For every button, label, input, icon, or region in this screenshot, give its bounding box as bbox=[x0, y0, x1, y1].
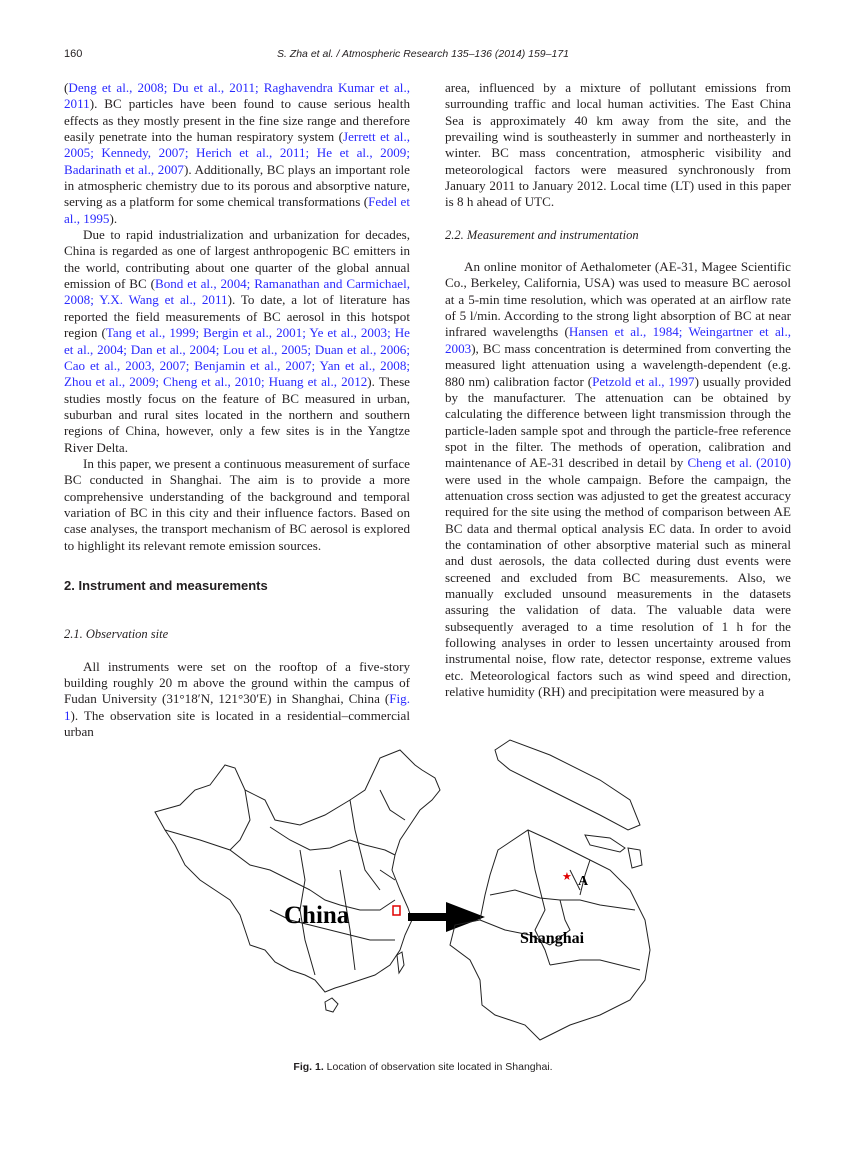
paragraph bbox=[64, 659, 410, 741]
shanghai-label: Shanghai bbox=[520, 930, 585, 947]
paragraph-text: ), BC mass concentration is determined from converting the measured light attenuation using a wavelength-dependent (e.g. 880 nm) calibration factor ( bbox=[445, 340, 791, 389]
paragraph-text: ). The observation site is located in a residential–commercial urban bbox=[64, 707, 410, 740]
left-column bbox=[64, 80, 410, 740]
citation-link[interactable]: Cheng et al. (2010) bbox=[687, 455, 792, 471]
right-column bbox=[445, 80, 791, 700]
paragraph bbox=[445, 80, 791, 211]
paragraph-text: In this paper, we present a continuous measurement of surface BC conducted in Shanghai. The aim is to provide a more comprehensive understanding of the background and temporal variation of BC in this city and their influence factors. Based on case analyses, the transport mechanism of BC aerosol is explored to highlight its relevant remote emission sources. bbox=[64, 455, 410, 553]
china-map bbox=[155, 750, 440, 1012]
figure-caption-label: Fig. 1. bbox=[293, 1061, 324, 1073]
paragraph-text: ). Additionally, BC plays an important role in atmospheric chemistry due to its porous and absorptive nature, serving as a platform for some chemical transformations ( bbox=[64, 161, 410, 210]
subsection-heading: 2.1. Observation site bbox=[64, 627, 169, 642]
paragraph-text: ). bbox=[109, 210, 118, 226]
paragraph bbox=[64, 227, 410, 456]
paragraph-text: Due to rapid industrialization and urbanization for decades, China is regarded as one of largest anthropogenic BC emitters in the world, contributing about one quarter of the global annual emission of BC ( bbox=[64, 227, 410, 292]
page-number: 160 bbox=[64, 48, 83, 60]
site-region-marker bbox=[393, 906, 400, 915]
figure-caption-text: Location of observation site located in Shanghai. bbox=[323, 1061, 553, 1073]
paragraph-text: ). To date, a lot of literature has reported the field measurements of BC aerosol in this hotspot region ( bbox=[64, 292, 410, 341]
paragraph-text: ) usually provided by the manufacturer. The attenuation can be obtained by calculating the difference between light transmission through the particle-laden sample spot and through the particle-free reference spot in the filter. The methods of operation, calibration and maintenance of AE-31 described in detail by bbox=[445, 373, 792, 471]
arrow-icon bbox=[408, 902, 485, 932]
subsection-heading: 2.2. Measurement and instrumentation bbox=[445, 227, 639, 242]
china-label: China bbox=[284, 902, 350, 929]
citation-link[interactable]: Deng et al., 2008; Du et al., 2011; Raghavendra Kumar et al., 2011 bbox=[64, 80, 410, 112]
paragraph bbox=[445, 259, 791, 700]
paragraph-text: ( bbox=[64, 80, 69, 95]
paragraph-text: ). BC particles have been found to cause serious health effects as they mostly present in the fine size range and therefore easily penetrate into the human respiratory system ( bbox=[64, 96, 410, 145]
paragraph-text: were used in the whole campaign. Before the campaign, the attenuation cross section was adjusted to get the greatest accuracy required for the site using the method of comparison between AE BC data and thermal optical analysis EC data. In order to avoid the contamination of other absorptive material such as mineral and dust aerosols, the data collected during dust events were screened and excluded from BC measurements. Also, we manually excluded unsound measurements in the datasets assuring the validation of data. The valuable data were subsequently averaged to a time resolution of 1 h for the following analyses in order to lessen uncertainty aroused from instrumental noise, flow rate, detector response, extreme values etc. Meteorological factors such as wind speed and direction, relative humidity (RH) and precipitation were measured by a bbox=[445, 471, 791, 700]
paragraph bbox=[64, 80, 410, 227]
citation-link[interactable]: Bond et al., 2004; Ramanathan and Carmichael, 2008; Y.X. Wang et al., 2011 bbox=[64, 276, 410, 308]
citation-link[interactable]: Jerrett et al., 2005; Kennedy, 2007; Herich et al., 2011; He et al., 2009; Badarinath et al., 2007 bbox=[64, 129, 410, 177]
site-star-icon: ★ bbox=[562, 871, 572, 883]
running-title: S. Zha et al. / Atmospheric Research 135–136 (2014) 159–171 bbox=[276, 48, 570, 60]
paragraph-text: All instruments were set on the rooftop of a five-story building roughly 20 m above the ground within the campus of Fudan University (31°18′N, 121°30′E) in Shanghai, China ( bbox=[64, 658, 410, 707]
citation-link[interactable]: Fedel et al., 1995 bbox=[64, 194, 410, 226]
section-heading: 2. Instrument and measurements bbox=[64, 577, 268, 593]
paragraph-text: area, influenced by a mixture of pollutant emissions from surrounding traffic and local human activities. The East China Sea is approximately 40 km away from the site, and the prevailing wind is southeasterly in summer and northeasterly in winter. BC mass concentration, atmospheric visibility and meteorological factors were measured synchronously from January 2011 to January 2012. Local time (LT) used in this paper is 8 h ahead of UTC. bbox=[445, 80, 791, 210]
citation-link[interactable]: Tang et al., 1999; Bergin et al., 2001; Ye et al., 2003; He et al., 2004; Dan et al., 2004; Lou et al., 2005; Duan et al., 2006; Cao et al., 2003, 2007; Benjamin et al., 2007; Yan et al., 2008; Zhou et al., 2009; Cheng et al., 2010; Huang et al., 2012 bbox=[64, 325, 410, 390]
figure-1-map bbox=[150, 730, 710, 1050]
citation-link[interactable]: Petzold et al., 1997 bbox=[592, 373, 695, 389]
figure-caption bbox=[0, 1061, 846, 1073]
paragraph bbox=[64, 456, 410, 554]
paragraph-text: An online monitor of Aethalometer (AE-31, Magee Scientific Co., Berkeley, California, USA) was used to measure BC aerosol at a 5-min time resolution, which was operated at an airflow rate of 5 l/min. According to the strong light absorption of BC at near infrared wavelengths ( bbox=[445, 259, 791, 340]
shanghai-map bbox=[450, 740, 650, 1040]
paragraph-text: ). These studies mostly focus on the feature of BC measured in urban, suburban and rural sites located in the northern and southern regions of China, however, only a few sites is in the Yangtze River Delta. bbox=[64, 374, 410, 455]
citation-link[interactable]: Hansen et al., 1984; Weingartner et al., 2003 bbox=[445, 324, 791, 356]
citation-link[interactable]: Fig. 1 bbox=[64, 691, 410, 723]
site-a-label: A bbox=[578, 874, 589, 889]
